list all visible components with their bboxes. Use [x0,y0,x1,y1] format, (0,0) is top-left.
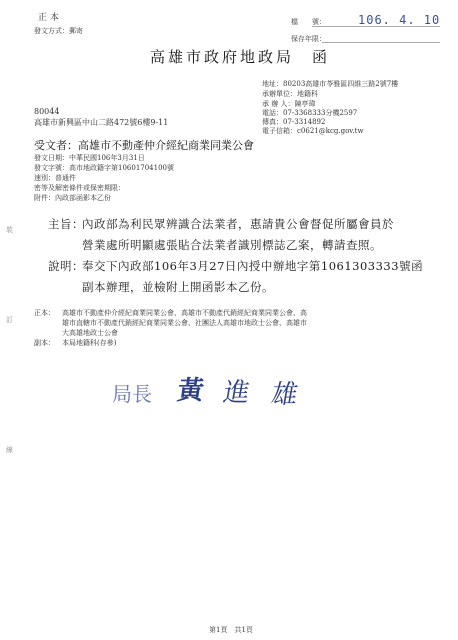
original-recipients-label: 正本： [34,309,55,317]
signature-char-3: 雄 [268,380,301,410]
original-recipients-line-2: 雄市直轄市不動產代銷經紀商業同業公會、社團法人高雄市地政士公會、高雄市 [62,319,307,327]
original-recipients-line-3: 大高雄地政士公會 [62,329,118,337]
copy-recipients-label: 副本： [34,339,55,347]
signature-char-1: 黃 [175,376,206,406]
page-number: 第1頁 共1頁 [209,626,253,634]
explanation-label: 說明： [48,259,84,273]
delivery-speed: 速別：普通件 [34,174,76,182]
contact-person: 承 辦 人：陳亭瑋 [262,100,316,108]
attachment: 附件：內政部函影本乙份 [34,194,111,202]
signature-char-2: 進 [220,378,253,408]
binding-mark-3: 線 [6,446,13,454]
explanation-line-2: 副本辦理，並檢附上開函影本乙份。 [82,280,274,294]
recipient-postcode: 80044 [34,107,60,116]
issue-number: 發文字號：高市地政籍字第10601704100號 [34,164,174,172]
original-recipients-line-1: 高雄市不動產仲介經紀商業同業公會、高雄市不動產代銷經紀商業同業公會、高 [62,309,307,317]
signature-title: 局長 [112,382,152,406]
retention-label: 保存年限： [291,35,326,43]
copy-type: 正 本 [38,13,59,23]
received-date-stamp: 106. 4. 10 [358,13,441,27]
send-method: 發文方式：郵寄 [34,27,83,35]
contact-address: 地址：80203高雄市苓雅區四維三路2號7樓 [262,80,399,88]
subject-line-1: 內政部為利民眾辨識合法業者，惠請貴公會督促所屬會員於 [82,217,394,231]
contact-unit: 承辦單位：地籍科 [262,90,318,98]
subject-label: 主旨： [48,217,84,231]
document-title: 高雄市政府地政局 函 [150,48,331,66]
recipient: 受文者：高雄市不動產仲介經紀商業同業公會 [34,139,254,152]
explanation-line-1: 奉交下內政部106年3月27日內授中辦地字第1061303333號函 [82,259,424,273]
contact-email: 電子信箱：c0621@kcg.gov.tw [262,127,364,135]
binding-mark-2: 訂 [6,316,13,324]
contact-fax: 傳真：07-3314892 [262,118,326,126]
secrecy-level: 密等及解密條件或保密期限： [34,184,125,192]
binding-mark-1: 裝 [6,226,13,234]
copy-recipients-line-1: 本局地籍科(存參) [62,339,117,347]
contact-phone: 電話：07-3368333分機2597 [262,109,358,117]
issue-date: 發文日期：中華民國106年3月31日 [34,154,145,162]
file-number-label: 檔 號： [291,18,326,26]
recipient-street: 高雄市新興區中山二路472號6樓9-11 [34,118,169,127]
subject-line-2: 營業處所明顯處張貼合法業者識別標誌乙案，轉請查照。 [82,238,382,252]
